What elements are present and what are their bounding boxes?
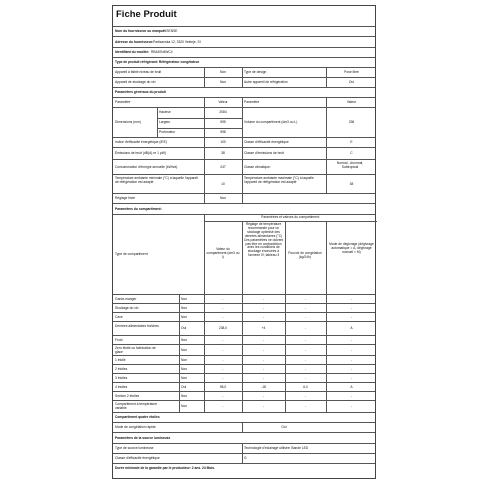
supplier-name-value: HISENSE <box>163 29 178 33</box>
compartment-defrost: A <box>350 326 353 331</box>
compartment-volume: - <box>222 404 224 409</box>
type-row <box>113 68 375 78</box>
winter-value: Non <box>219 196 227 200</box>
compartment-row <box>113 401 375 413</box>
supplier-name-row <box>113 27 375 37</box>
freezing-column-header: Pouvoir de congélation (kg/24h) <box>288 251 322 259</box>
compartment-present: Non <box>181 314 188 319</box>
compartment-name: Zero étoile ou fabrication de glace <box>115 345 156 354</box>
compartment-volume: - <box>222 314 224 319</box>
compartment-volume: - <box>222 375 224 380</box>
compartment-present: Non <box>181 393 188 398</box>
compartment-freezing: - <box>304 337 307 342</box>
compartment-volume: - <box>222 305 224 310</box>
type-label: Appareil à faible niveau de bruit <box>115 70 162 74</box>
compartment-freezing: - <box>304 314 307 319</box>
param-label: Classe d'efficacité énergétique <box>244 140 289 144</box>
compartment-defrost: - <box>350 314 353 319</box>
compartment-row <box>113 304 375 313</box>
param-value: C <box>350 151 353 155</box>
compartment-name: Froid <box>115 337 123 342</box>
param-label: Indice d'efficacité énergétique (IEE) <box>115 140 167 144</box>
compartment-present: Oui <box>181 326 187 331</box>
compartment-defrost: - <box>350 404 353 409</box>
compartment-freezing: - <box>304 404 307 409</box>
winter-label: Réglage hiver <box>115 196 136 200</box>
param-value: Normal , Anormal, Subtropical <box>336 161 364 169</box>
fast-freeze-label: Mode de congélation rapide <box>115 425 156 429</box>
fast-freeze-row <box>113 423 375 433</box>
compartment-row <box>113 356 375 365</box>
compartment-freezing: - <box>304 375 307 380</box>
type-label: Autre appareil de réfrigération <box>244 80 288 84</box>
value-column-header: Valeur <box>346 100 357 104</box>
compartment-freezing: - <box>304 296 307 301</box>
type-value: Non <box>219 70 227 74</box>
model-row <box>113 48 375 58</box>
compartment-present: Non <box>181 366 188 371</box>
warranty-row <box>113 464 375 480</box>
compartment-temperature: +4 <box>261 326 266 331</box>
width-value: 595 <box>220 120 226 124</box>
width-label: Largeur <box>159 120 171 124</box>
compartment-defrost: - <box>350 393 353 398</box>
compartment-defrost: - <box>350 347 353 352</box>
compartment-volume: - <box>222 366 224 371</box>
dimensions-row <box>113 108 375 138</box>
general-header-row <box>113 88 375 98</box>
general-row <box>113 148 375 160</box>
supplier-name-label: Nom du fournisseur ou marque: <box>115 29 166 33</box>
compartment-defrost: - <box>350 296 353 301</box>
compartment-volume: - <box>222 357 224 362</box>
compartment-present: Non <box>181 357 188 362</box>
volume-value: 336 <box>348 120 355 124</box>
compartment-volume: - <box>222 347 224 352</box>
compartment-row <box>113 336 375 345</box>
compartment-volume: - <box>222 393 224 398</box>
compartment-row <box>113 365 375 374</box>
param-value: E <box>350 140 353 144</box>
param-value: 38 <box>349 182 354 186</box>
value-column-header: Valeur <box>218 100 228 104</box>
param-label: Température ambiante minimale (°C) à laquelle l'appareil de réfrigération est adapté <box>115 176 198 184</box>
compartment-name: 1 étoile <box>115 357 126 362</box>
compartment-name: Cave <box>115 314 123 319</box>
compartment-defrost: - <box>350 375 353 380</box>
compartment-name: Stockage du vin <box>115 305 139 310</box>
compartment-header: Paramètres du compartiment: <box>115 206 162 211</box>
four-star-header-row <box>113 413 375 423</box>
volume-label: Volume du compartiment (dm3 ou L) <box>244 120 298 124</box>
compartment-row <box>113 392 375 401</box>
type-value: Non <box>219 80 227 84</box>
compartment-freezing: - <box>304 326 307 331</box>
compartment-freezing: - <box>304 305 307 310</box>
winter-row <box>113 194 375 204</box>
type-label: Type de design <box>244 70 267 74</box>
light-type-label: Type de source lumineuse <box>115 446 154 450</box>
general-row <box>113 175 375 194</box>
temperature-column-header: Réglage de température recommandé pour un stockage optimisé des denrées alimentaires (°C) Ces paramètres ne doivent pas être en contradiction avec les conditions de stockage énoncées à l'annexe IV, tableau 3 <box>243 222 284 258</box>
compartment-row <box>113 345 375 356</box>
supplier-address-row <box>113 37 375 48</box>
compartment-name: Denrées alimentaires fraîches <box>115 324 159 329</box>
compartment-volume: - <box>222 337 224 342</box>
compartment-defrost: - <box>350 305 353 310</box>
compartment-defrost: A <box>350 384 353 389</box>
general-row <box>113 160 375 175</box>
param-label: Classe d'émissions de bruit <box>244 151 285 155</box>
compartment-row <box>113 313 375 322</box>
model-label: Identifiant du modèle: <box>115 50 150 54</box>
general-columns-row <box>113 98 375 108</box>
height-value: 2084 <box>219 110 227 114</box>
light-class-value: G <box>244 456 247 460</box>
page-title: Fiche Produit <box>116 9 177 20</box>
compartment-name: Section 2 étoiles <box>115 393 140 398</box>
warranty-text: Durée minimale de la garantie par le producteur: 2 ans. 24 Mois. <box>115 465 216 470</box>
type-value: Oui <box>348 80 355 84</box>
general-row <box>113 138 375 148</box>
compartment-present: Non <box>181 296 188 301</box>
model-value: RB440N4WC4 <box>151 50 173 54</box>
type-header: Type de produit réfrigérant: Réfrigérateur congélateur <box>115 60 200 64</box>
compartment-volume: 238,0 <box>218 326 228 331</box>
compartment-present: Non <box>181 337 188 342</box>
compartment-present: Non <box>181 404 188 409</box>
volume-column-header: Valeur du compartiment (dm3 ou l) <box>206 247 240 259</box>
compartment-temperature: - <box>262 357 265 362</box>
compartment-volume: 98,0 <box>219 384 227 389</box>
compartment-freezing: - <box>304 357 307 362</box>
general-header: Paramètres généraux du produit <box>115 90 166 94</box>
compartment-group-header: Paramètres et valeurs du compartiment: <box>261 215 320 219</box>
supplier-address-value: Partizanska 12, 3320 Velenje, SI <box>153 39 201 44</box>
type-row <box>113 78 375 88</box>
compartment-temperature: - <box>262 314 265 319</box>
compartment-present: Non <box>181 375 188 380</box>
param-column-header: Paramètre <box>244 100 260 104</box>
compartment-temperature: - <box>262 375 265 380</box>
type-header-row <box>113 58 375 68</box>
param-label: Température ambiante maximale (°C) à laquelle l'appareil de réfrigération est adapté <box>244 176 314 184</box>
supplier-address-label: Adresse du fournisseur: <box>115 39 154 44</box>
compartment-name: 3 étoiles <box>115 375 128 380</box>
type-value: Pose libre <box>344 70 359 74</box>
compartment-type-label: Type de compartiment <box>115 252 148 256</box>
compartment-header-row <box>113 204 375 215</box>
compartment-row <box>113 295 375 304</box>
compartment-present: Non <box>181 347 188 352</box>
type-label: Appareil de stockage du vin <box>115 80 156 84</box>
compartment-defrost: - <box>350 366 353 371</box>
compartment-freezing: - <box>304 393 307 398</box>
light-type-value: Technologie d'éclairage utilisée: Bande LED <box>244 446 309 450</box>
compartment-row <box>113 374 375 383</box>
param-label: Consommation d'énergie annuelle (kWh/a) <box>115 164 178 169</box>
compartment-temperature: - <box>262 347 265 352</box>
compartment-temperature: - <box>262 296 265 301</box>
compartment-present: Non <box>181 305 188 310</box>
product-fiche <box>112 5 376 479</box>
title-row <box>113 6 375 27</box>
height-label: Hauteur <box>159 110 171 114</box>
compartment-row <box>113 383 375 392</box>
compartment-name: 2 étoiles <box>115 366 128 371</box>
compartment-row <box>113 322 375 336</box>
fast-freeze-value: Oui <box>281 425 287 429</box>
compartment-freezing: - <box>304 366 307 371</box>
depth-value: 598 <box>220 130 226 134</box>
param-value: 247 <box>220 164 226 169</box>
light-class-row <box>113 454 375 464</box>
light-header: Paramètres de la source lumineuse <box>115 435 171 440</box>
compartment-columns-row <box>113 215 375 295</box>
compartment-temperature: - <box>262 337 265 342</box>
compartment-name: 4 étoiles <box>115 384 128 389</box>
param-value: 38 <box>221 151 225 155</box>
light-header-row <box>113 433 375 444</box>
compartment-volume: - <box>222 296 224 301</box>
compartment-defrost: - <box>350 337 353 342</box>
depth-label: Profondeur <box>159 130 176 134</box>
compartment-freezing: - <box>304 347 307 352</box>
compartment-temperature: - <box>262 404 265 409</box>
defrost-column-header: Mode de dégivrage (dégivrage automatique = A, dégivrage manuel = M) <box>329 242 374 254</box>
param-value: 10 <box>221 182 225 186</box>
param-label: Émissions de bruit (dB(A) re 1 pW) <box>115 151 166 155</box>
compartment-temperature: - <box>262 366 265 371</box>
param-column-header: Paramètre <box>115 100 131 104</box>
dimensions-label: Dimensions (mm) <box>115 120 141 124</box>
compartment-present: Oui <box>181 384 187 389</box>
param-label: Classe climatique: <box>244 164 271 169</box>
compartment-defrost: - <box>350 357 353 362</box>
compartment-temperature: - <box>262 305 265 310</box>
compartment-name: Compartiment à température variable <box>115 402 158 410</box>
four-star-header: Compartiment quatre étoiles <box>115 415 160 419</box>
compartment-temperature: - <box>262 393 265 398</box>
light-type-row <box>113 444 375 454</box>
param-value: 100 <box>220 140 226 144</box>
compartment-name: Garde-manger <box>115 296 137 301</box>
light-class-label: Classe d'efficacité énergétique <box>115 456 160 460</box>
compartment-freezing: 6,0 <box>303 384 308 389</box>
compartment-temperature: -18 <box>261 384 266 389</box>
